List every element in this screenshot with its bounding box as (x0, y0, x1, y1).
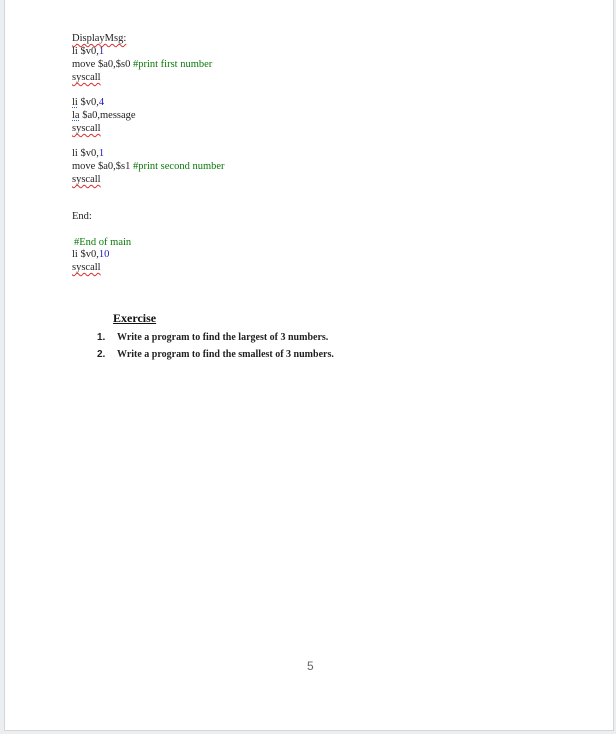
code-line (72, 72, 101, 84)
comment: #print second number (132, 161, 225, 172)
code-line (72, 110, 136, 122)
document-page (4, 0, 614, 731)
code-line (72, 97, 104, 109)
label-displaymsg (72, 33, 126, 45)
operands: $a0,message (79, 110, 136, 121)
immediate: 4 (98, 97, 105, 108)
operands: $v0, (77, 97, 99, 108)
page-number: 5 (307, 659, 314, 673)
syscall-text: syscall (72, 262, 101, 273)
exercise-item (97, 332, 328, 343)
syscall-text: syscall (72, 174, 101, 185)
comment: #print first number (132, 59, 213, 70)
instr: li $v0, (72, 249, 99, 260)
syscall-text: syscall (72, 72, 101, 83)
immediate: 10 (98, 249, 110, 260)
item-text: Write a program to find the largest of 3 numbers. (117, 332, 329, 343)
label-text: DisplayMsg: (72, 33, 127, 44)
item-text: Write a program to find the smallest of 3 numbers. (117, 349, 334, 360)
syscall-text: syscall (72, 123, 101, 134)
item-number: 2. (97, 349, 106, 360)
comment: #End of main (74, 237, 132, 248)
instr: li $v0, (72, 148, 99, 159)
label-end (72, 211, 92, 223)
code-line (72, 249, 109, 261)
code-line (72, 174, 101, 186)
label-text: End: (72, 211, 92, 222)
item-number: 1. (97, 332, 106, 343)
opcode: la (72, 110, 80, 121)
code-line (72, 161, 225, 173)
code-line (74, 237, 131, 249)
instr: li $v0, (72, 46, 99, 57)
code-line (72, 46, 104, 58)
instr: move $a0,$s0 (72, 59, 133, 70)
immediate: 1 (98, 46, 105, 57)
code-line (72, 262, 101, 274)
code-line (72, 148, 104, 160)
code-line (72, 59, 212, 71)
immediate: 1 (98, 148, 105, 159)
exercise-item (97, 349, 334, 360)
exercise-heading: Exercise (113, 311, 157, 325)
opcode: li (72, 97, 78, 108)
instr: move $a0,$s1 (72, 161, 133, 172)
code-line (72, 123, 101, 135)
